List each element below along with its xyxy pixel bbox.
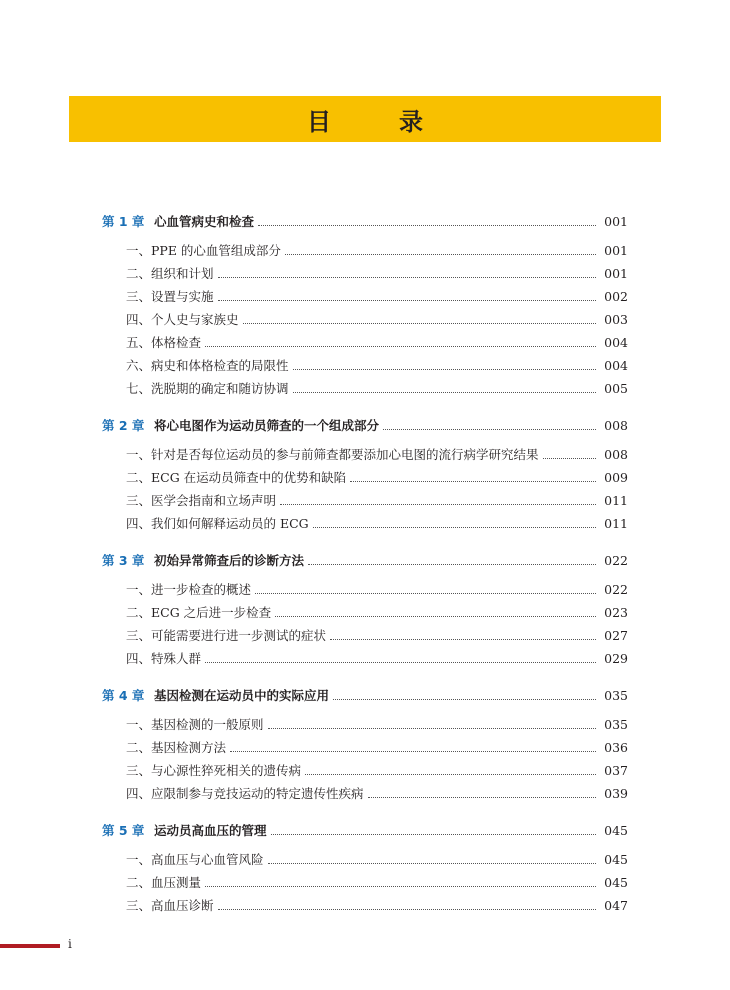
section-title: 七、洗脱期的确定和随访协调 [126,381,289,396]
section-title: 一、基因检测的一般原则 [126,717,264,732]
dot-leader [280,504,596,505]
section-title: 二、组织和计划 [126,266,214,281]
section-title: 四、我们如何解释运动员的 ECG [126,516,309,531]
chapter-page-number: 001 [604,214,628,229]
toc-section-entry[interactable] [102,732,628,755]
chapter-title: 基因检测在运动员中的实际应用 [154,688,330,703]
dot-leader [258,225,596,226]
toc-section-entry[interactable] [102,439,628,462]
section-title: 三、设置与实施 [126,289,214,304]
toc-chapter-entry[interactable] [102,680,628,703]
chapter-page-number: 035 [604,688,628,703]
dot-leader [308,564,596,565]
section-page-number: 022 [604,582,628,597]
chapter-title: 心血管病史和检查 [154,214,255,229]
chapter-number: 第 3 章 [102,553,145,568]
section-title: 二、ECG 在运动员筛查中的优势和缺陷 [126,470,347,485]
toc-section-entry[interactable] [102,373,628,396]
toc-section-entry[interactable] [102,574,628,597]
toc-section-entry[interactable] [102,867,628,890]
section-title: 三、与心源性猝死相关的遗传病 [126,763,302,778]
section-page-number: 037 [604,763,628,778]
table-of-contents [102,206,628,913]
section-page-number: 003 [604,312,628,327]
toc-section-entry[interactable] [102,281,628,304]
section-title: 六、病史和体格检查的局限性 [126,358,289,373]
chapter-title: 运动员高血压的管理 [154,823,267,838]
toc-section-entry[interactable] [102,844,628,867]
dot-leader [293,392,596,393]
section-title: 二、血压测量 [126,875,202,890]
toc-section-entry[interactable] [102,350,628,373]
dot-leader [255,593,596,594]
section-page-number: 009 [604,470,628,485]
section-page-number: 011 [604,516,628,531]
chapter-spacer [102,666,628,680]
toc-chapter-entry[interactable] [102,410,628,433]
section-page-number: 047 [604,898,628,913]
toc-section-entry[interactable] [102,508,628,531]
toc-title: 目 录 [307,107,445,136]
toc-title-band [69,96,661,142]
section-page-number: 008 [604,447,628,462]
section-title: 二、基因检测方法 [126,740,227,755]
dot-leader [271,834,596,835]
dot-leader [218,277,596,278]
section-title: 四、个人史与家族史 [126,312,239,327]
section-page-number: 004 [604,358,628,373]
section-title: 三、医学会指南和立场声明 [126,493,277,508]
section-page-number: 045 [604,875,628,890]
toc-section-entry[interactable] [102,235,628,258]
dot-leader [243,323,596,324]
dot-leader [205,886,596,887]
toc-section-entry[interactable] [102,485,628,508]
dot-leader [275,616,596,617]
dot-leader [313,527,596,528]
section-page-number: 045 [604,852,628,867]
dot-leader [218,909,596,910]
toc-chapter-entry[interactable] [102,815,628,838]
chapter-title: 初始异常筛查后的诊断方法 [154,553,305,568]
toc-section-entry[interactable] [102,778,628,801]
dot-leader [383,429,596,430]
toc-chapter-entry[interactable] [102,206,628,229]
section-page-number: 001 [604,243,628,258]
section-page-number: 029 [604,651,628,666]
dot-leader [305,774,596,775]
chapter-number: 第 4 章 [102,688,145,703]
toc-section-entry[interactable] [102,755,628,778]
toc-section-entry[interactable] [102,709,628,732]
section-title: 三、可能需要进行进一步测试的症状 [126,628,327,643]
chapter-number: 第 2 章 [102,418,145,433]
chapter-page-number: 022 [604,553,628,568]
toc-section-entry[interactable] [102,258,628,281]
section-page-number: 027 [604,628,628,643]
chapter-page-number: 045 [604,823,628,838]
toc-chapter-entry[interactable] [102,545,628,568]
section-title: 一、进一步检查的概述 [126,582,252,597]
dot-leader [293,369,596,370]
footer-accent-bar [0,944,60,948]
toc-section-entry[interactable] [102,462,628,485]
section-title: 五、体格检查 [126,335,202,350]
chapter-spacer [102,801,628,815]
section-title: 一、PPE 的心血管组成部分 [126,243,281,258]
chapter-number: 第 1 章 [102,214,145,229]
section-title: 二、ECG 之后进一步检查 [126,605,272,620]
dot-leader [230,751,596,752]
chapter-spacer [102,531,628,545]
dot-leader [543,458,596,459]
section-title: 一、高血压与心血管风险 [126,852,264,867]
chapter-page-number: 008 [604,418,628,433]
section-title: 四、应限制参与竞技运动的特定遗传性疾病 [126,786,364,801]
chapter-title: 将心电图作为运动员筛查的一个组成部分 [154,418,380,433]
chapter-number: 第 5 章 [102,823,145,838]
toc-section-entry[interactable] [102,597,628,620]
dot-leader [330,639,596,640]
toc-section-entry[interactable] [102,304,628,327]
section-page-number: 005 [604,381,628,396]
section-page-number: 039 [604,786,628,801]
toc-section-entry[interactable] [102,327,628,350]
footer-page-number: i [68,937,72,951]
section-page-number: 035 [604,717,628,732]
toc-section-entry[interactable] [102,890,628,913]
section-page-number: 001 [604,266,628,281]
dot-leader [285,254,596,255]
dot-leader [218,300,596,301]
section-page-number: 004 [604,335,628,350]
section-title: 一、针对是否每位运动员的参与前筛查都要添加心电图的流行病学研究结果 [126,447,539,462]
section-title: 三、高血压诊断 [126,898,214,913]
section-title: 四、特殊人群 [126,651,202,666]
section-page-number: 036 [604,740,628,755]
dot-leader [333,699,596,700]
dot-leader [268,728,596,729]
section-page-number: 002 [604,289,628,304]
dot-leader [368,797,596,798]
toc-section-entry[interactable] [102,643,628,666]
dot-leader [205,346,596,347]
section-page-number: 023 [604,605,628,620]
chapter-spacer [102,396,628,410]
dot-leader [350,481,596,482]
dot-leader [205,662,596,663]
toc-section-entry[interactable] [102,620,628,643]
section-page-number: 011 [604,493,628,508]
dot-leader [268,863,596,864]
